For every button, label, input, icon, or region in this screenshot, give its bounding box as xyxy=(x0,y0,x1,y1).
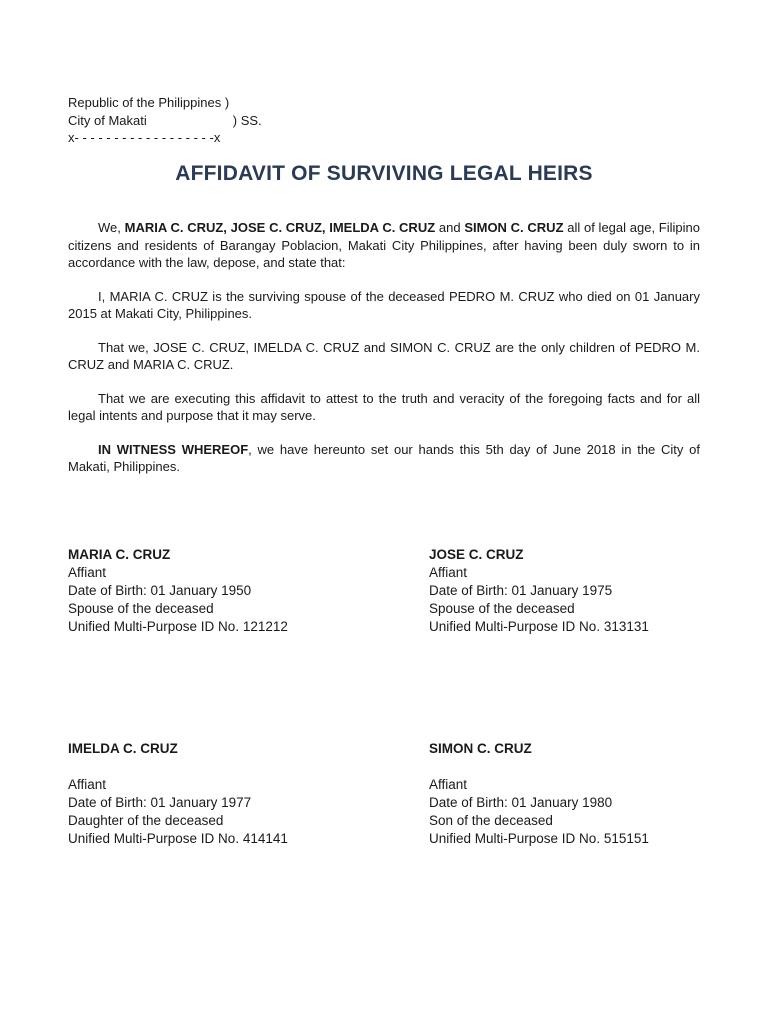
signatory-block-simon xyxy=(429,740,649,848)
signatory-block-maria xyxy=(68,546,288,636)
signatory-relation: Spouse of the deceased xyxy=(68,601,214,616)
signatory-role: Affiant xyxy=(429,777,468,792)
signatory-name: SIMON C. CRUZ xyxy=(429,741,532,756)
signatory-role: Affiant xyxy=(68,565,107,580)
signatory-id: Unified Multi-Purpose ID No. 313131 xyxy=(429,619,649,634)
signatory-block-jose xyxy=(429,546,649,636)
statement-paragraph-1: I, MARIA C. CRUZ is the surviving spouse of the deceased PEDRO M. CRUZ who died on 01 January 2015 at Makati City, Philippines. xyxy=(68,288,700,321)
signatory-id: Unified Multi-Purpose ID No. 121212 xyxy=(68,619,288,634)
venue-city-row xyxy=(68,112,262,130)
signatory-name: JOSE C. CRUZ xyxy=(429,547,524,562)
signatory-dob: Date of Birth: 01 January 1975 xyxy=(429,583,613,598)
signatory-name: MARIA C. CRUZ xyxy=(68,547,171,562)
signatory-dob: Date of Birth: 01 January 1977 xyxy=(68,795,252,810)
intro-and: and xyxy=(438,220,461,235)
statement-paragraph-3: That we are executing this affidavit to attest to the truth and veracity of the foregoing facts and for all legal intents and purpose that it may serve. xyxy=(68,390,700,423)
signatory-name: IMELDA C. CRUZ xyxy=(68,741,178,756)
intro-paragraph xyxy=(68,219,700,272)
intro-last-name: SIMON C. CRUZ xyxy=(464,220,564,235)
signatory-relation: Spouse of the deceased xyxy=(429,601,575,616)
intro-rest: all of legal age, Filipino citizens and residents of Barangay Poblacion, Makati City Philippines, after having been duly sworn to in accordance with the law, depose, and state that: xyxy=(68,220,700,270)
venue-divider: x- - - - - - - - - - - - - - - - - -x xyxy=(68,130,221,145)
witness-paragraph xyxy=(68,441,700,476)
signatory-role: Affiant xyxy=(429,565,468,580)
signatory-block-imelda xyxy=(68,740,288,848)
signatory-id: Unified Multi-Purpose ID No. 515151 xyxy=(429,831,649,846)
venue-country: Republic of the Philippines ) xyxy=(68,95,230,110)
document-body xyxy=(68,219,700,492)
signatory-relation: Son of the deceased xyxy=(429,813,553,828)
signatory-id: Unified Multi-Purpose ID No. 414141 xyxy=(68,831,288,846)
venue-ss: ) SS. xyxy=(232,112,262,128)
signatory-dob: Date of Birth: 01 January 1950 xyxy=(68,583,252,598)
signatory-role: Affiant xyxy=(68,777,107,792)
venue-block xyxy=(68,94,262,147)
witness-heading: IN WITNESS WHEREOF xyxy=(98,441,249,457)
intro-names: MARIA C. CRUZ, JOSE C. CRUZ, IMELDA C. CRUZ xyxy=(124,220,436,235)
statement-paragraph-2: That we, JOSE C. CRUZ, IMELDA C. CRUZ and SIMON C. CRUZ are the only children of PEDRO M. CRUZ and MARIA C. CRUZ. xyxy=(68,339,700,372)
witness-rest: , we have hereunto set our hands this 5th day of June 2018 in the City of Makati, Philippines. xyxy=(68,441,700,474)
signatory-dob: Date of Birth: 01 January 1980 xyxy=(429,795,613,810)
venue-city: City of Makati xyxy=(68,112,147,128)
signatory-relation: Daughter of the deceased xyxy=(68,813,224,828)
intro-we: We, xyxy=(98,220,121,235)
document-title: AFFIDAVIT OF SURVIVING LEGAL HEIRS xyxy=(175,162,593,185)
